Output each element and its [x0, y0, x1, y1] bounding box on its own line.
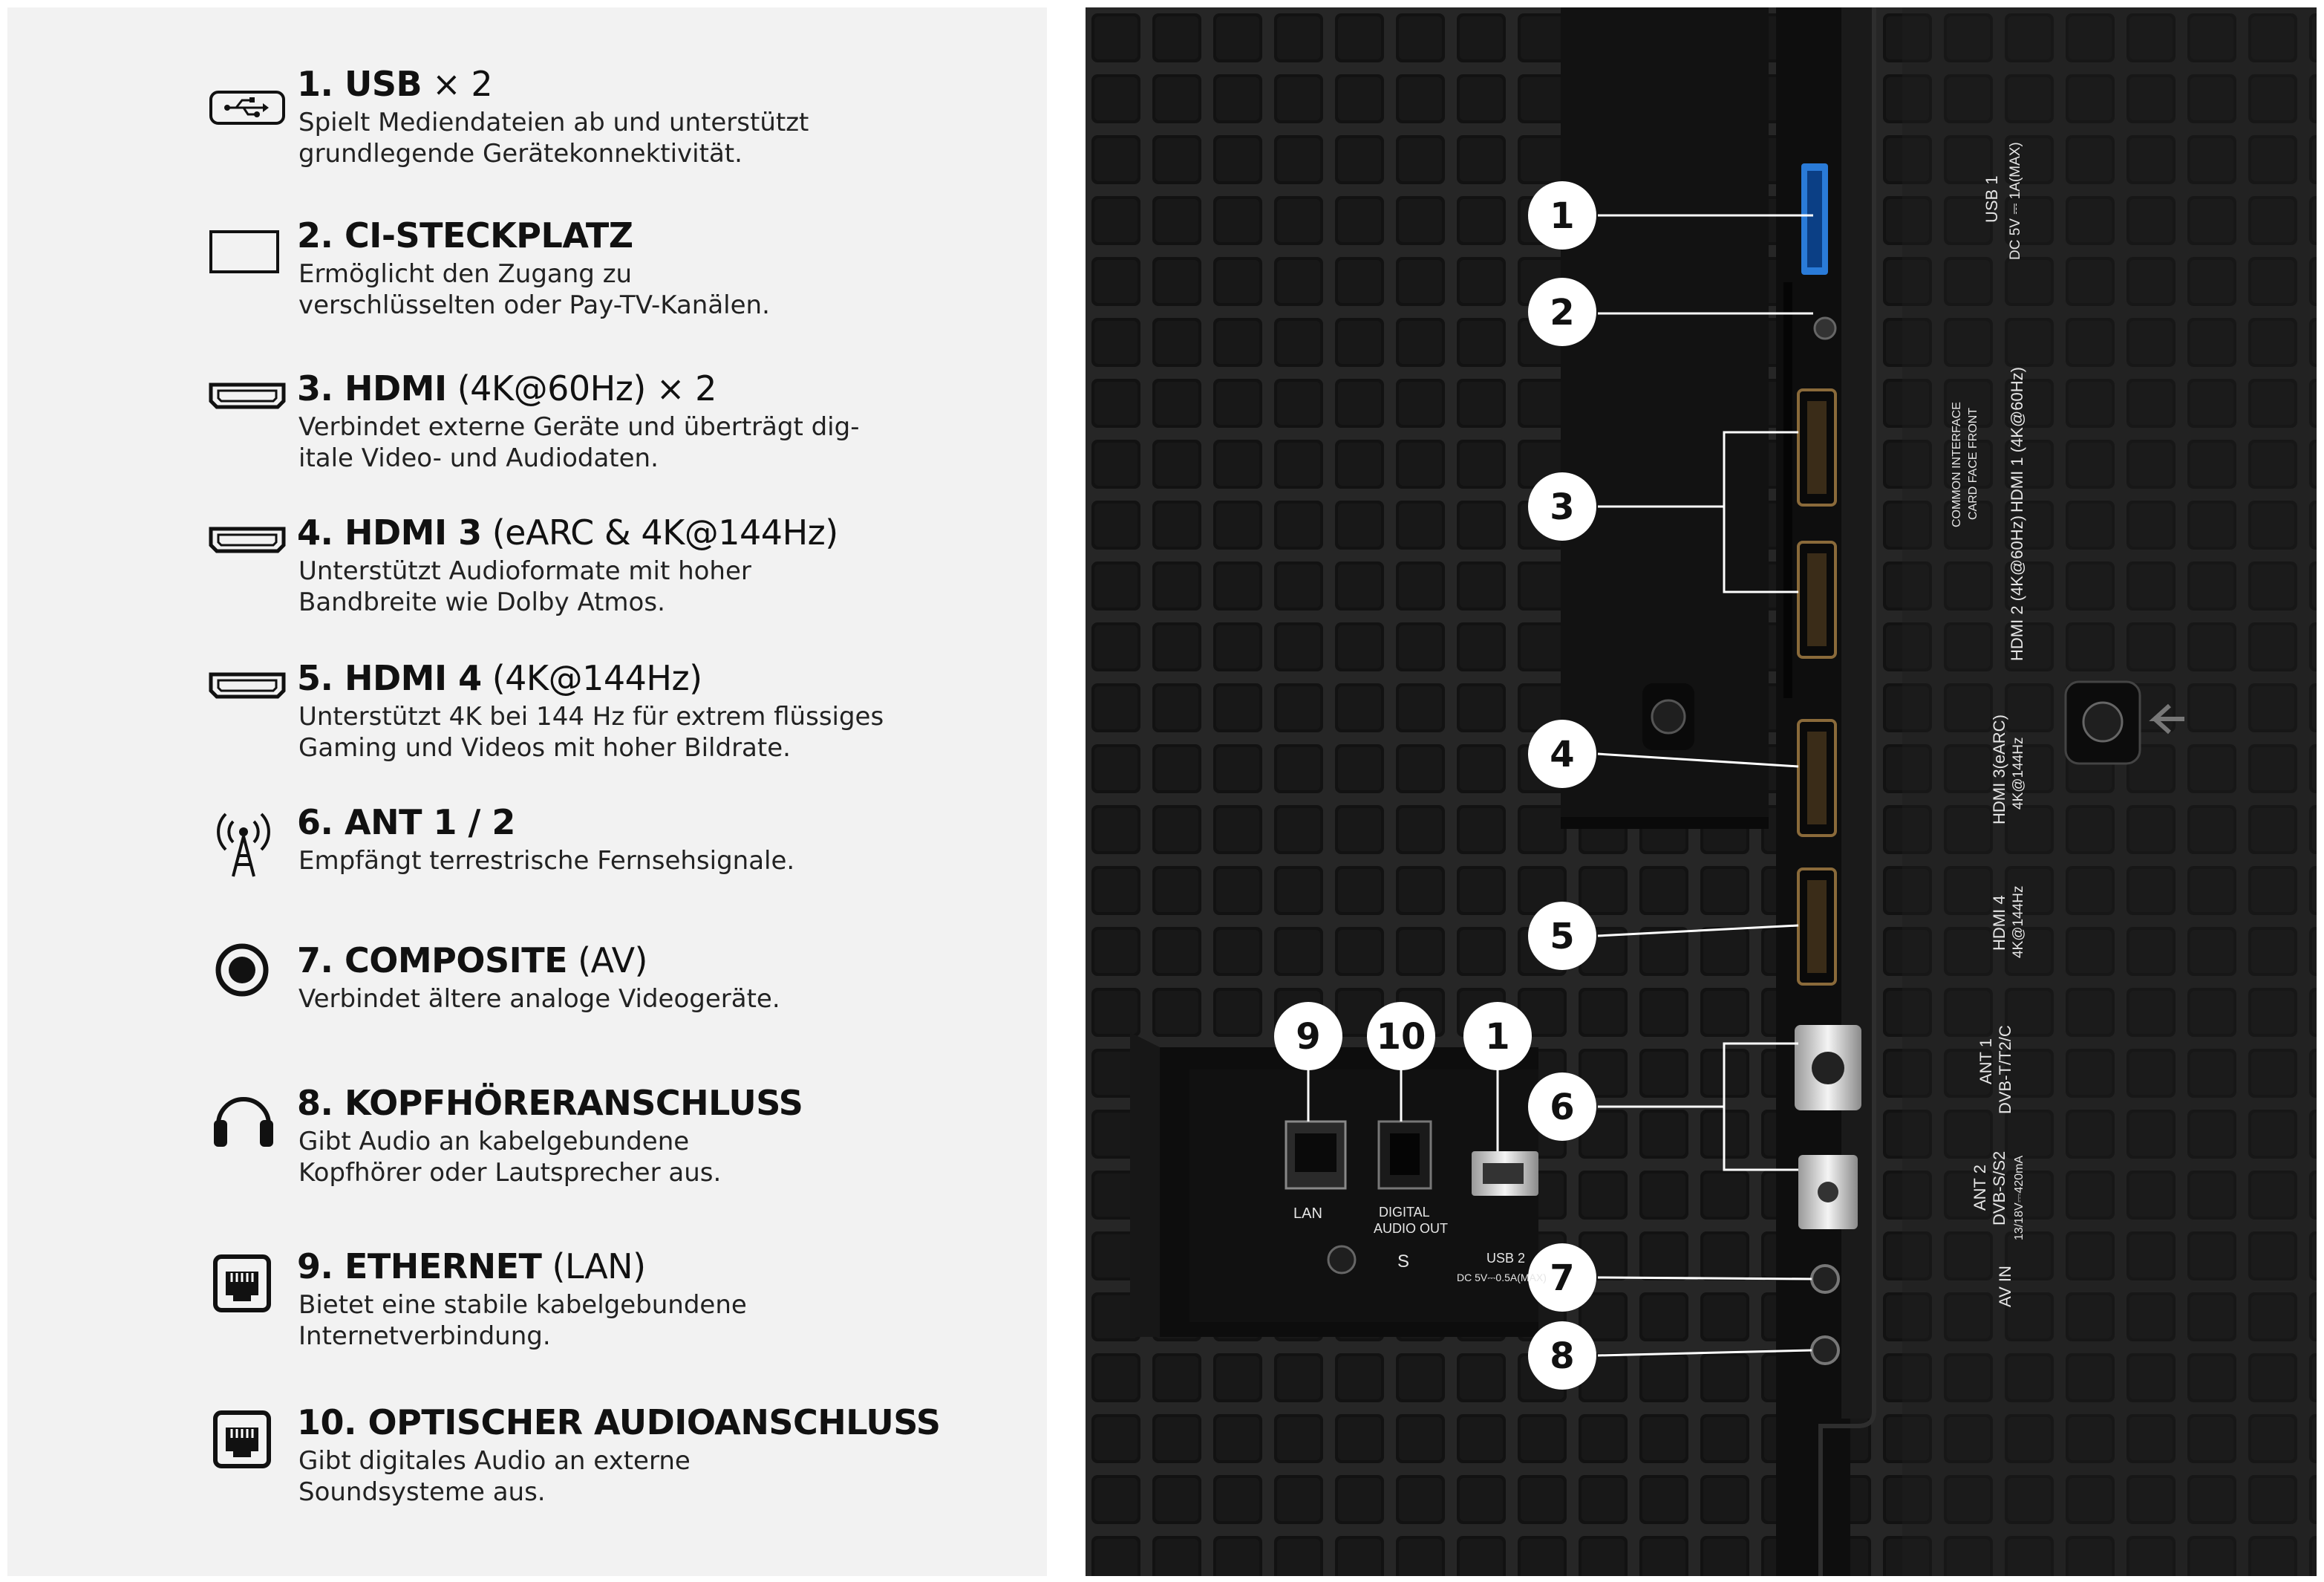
svg-text:5: 5: [1550, 916, 1575, 957]
label-ant1: ANT 1: [1977, 1038, 1995, 1084]
ci-slot: [1783, 282, 1792, 698]
lower-screw: [1328, 1246, 1355, 1273]
optical-port: [1379, 1122, 1431, 1188]
svg-text:3: 3: [1550, 486, 1575, 528]
svg-text:10: 10: [1376, 1016, 1426, 1058]
port-title: 6. ANT 1 / 2: [297, 802, 515, 842]
label-hdmi2: HDMI 2 (4K@60Hz): [2008, 515, 2026, 661]
label-hdmi4-sub: 4K@144Hz: [2011, 885, 2026, 958]
port-title: 9. ETHERNET (LAN): [297, 1246, 646, 1286]
port-title: 5. HDMI 4 (4K@144Hz): [297, 658, 702, 698]
label-hdmi4: HDMI 4: [1990, 895, 2008, 951]
ethernet-icon: [203, 1246, 293, 1335]
label-hdmi3: HDMI 3(eARC): [1990, 714, 2008, 824]
label-hdmi3-sub: 4K@144Hz: [2011, 737, 2026, 810]
port-description: Spielt Mediendateien ab und unterstützt grundlegende Gerätekonnektivität.: [298, 108, 809, 169]
hdmi-icon: [203, 658, 293, 747]
ant-2-connector: [1798, 1155, 1858, 1229]
svg-text:7: 7: [1550, 1257, 1575, 1299]
label-usb2-power: DC 5V⎓0.5A(MAX): [1457, 1272, 1547, 1283]
lan-port: [1286, 1122, 1345, 1188]
mounting-screw-right: [2066, 682, 2140, 764]
label-ant2-sub: DVB-S/S2: [1990, 1150, 2008, 1225]
callout-9: [1274, 1002, 1342, 1070]
port-title: 1. USB × 2: [297, 64, 493, 104]
svg-text:1: 1: [1485, 1016, 1510, 1058]
port-title: 7. COMPOSITE (AV): [297, 940, 648, 980]
callout-3: [1528, 472, 1596, 541]
label-av-in: AV IN: [1996, 1266, 2014, 1307]
usb-icon: [203, 64, 293, 153]
svg-text:8: 8: [1550, 1335, 1575, 1377]
ci-slot-icon: [203, 215, 293, 305]
port-title: 4. HDMI 3 (eARC & 4K@144Hz): [297, 512, 838, 553]
usb-2-port: [1472, 1151, 1538, 1196]
port-description: Gibt Audio an kabelgebundene Kopfhörer oder Lautsprecher aus.: [298, 1127, 722, 1188]
ant-1-connector: [1795, 1025, 1861, 1110]
label-digital-audio-2: AUDIO OUT: [1374, 1221, 1449, 1236]
headphones-icon: [203, 1083, 293, 1172]
svg-text:9: 9: [1296, 1016, 1321, 1058]
label-screw-s: S: [1397, 1251, 1410, 1272]
port-description: Bietet eine stabile kabelgebundene Internetverbindung.: [298, 1290, 747, 1351]
hdmi-icon: [203, 368, 293, 458]
callout-4: [1528, 720, 1596, 788]
port-description: Verbindet externe Geräte und überträgt dig- itale Video- und Audiodaten.: [298, 412, 860, 473]
port-title: 8. KOPFHÖRERANSCHLUSS: [297, 1083, 803, 1123]
svg-text:1: 1: [1550, 195, 1575, 237]
port-description: Unterstützt 4K bei 144 Hz für extrem flüssiges Gaming und Videos mit hoher Bildrate.: [298, 702, 884, 763]
hdmi-port-2: [1798, 542, 1835, 657]
hdmi-icon: [203, 512, 293, 602]
label-ci-card: CARD FACE FRONT: [1967, 407, 1979, 520]
port-legend: [7, 7, 1047, 1576]
callout-6: [1528, 1072, 1596, 1141]
label-usb1: USB 1: [1982, 175, 2001, 223]
antenna-icon: [203, 802, 293, 891]
hdmi-port-4: [1798, 869, 1835, 984]
headphone-jack: [1812, 1337, 1838, 1364]
svg-text:2: 2: [1550, 292, 1575, 333]
optical-icon: [203, 1402, 293, 1491]
label-digital-audio-1: DIGITAL: [1379, 1205, 1430, 1220]
svg-text:6: 6: [1550, 1087, 1575, 1128]
label-ant2-power: 13/18V⎓420mA: [2013, 1155, 2026, 1240]
av-in-jack: [1812, 1266, 1838, 1292]
label-ant1-sub: DVB-T/T2/C: [1996, 1025, 2014, 1114]
label-hdmi1: HDMI 1 (4K@60Hz): [2008, 367, 2026, 512]
port-description: Unterstützt Audioformate mit hoher Bandbreite wie Dolby Atmos.: [298, 556, 751, 617]
callout-10: [1367, 1002, 1435, 1070]
composite-icon: [203, 940, 293, 1029]
label-ant2: ANT 2: [1971, 1165, 1989, 1211]
label-ci-interface: COMMON INTERFACE: [1951, 402, 1963, 527]
port-title: 2. CI-STECKPLATZ: [297, 215, 633, 255]
label-usb2: USB 2: [1486, 1251, 1526, 1266]
callout-2: [1528, 278, 1596, 346]
port-description: Empfängt terrestrische Fernsehsignale.: [298, 846, 795, 876]
hdmi-port-1: [1798, 390, 1835, 505]
hdmi-port-3: [1798, 720, 1835, 836]
mounting-screw-left: [1642, 683, 1694, 750]
ci-indicator-jack: [1815, 318, 1835, 339]
callout-1-lower: [1463, 1002, 1532, 1070]
callout-1: [1528, 181, 1596, 250]
port-description: Gibt digitales Audio an externe Soundsysteme aus.: [298, 1446, 691, 1507]
port-title: 3. HDMI (4K@60Hz) × 2: [297, 368, 717, 408]
callout-8: [1528, 1321, 1596, 1390]
label-lan: LAN: [1293, 1205, 1322, 1222]
tv-back-panel-photo: [1086, 7, 2317, 1576]
svg-text:4: 4: [1550, 734, 1575, 775]
port-title: 10. OPTISCHER AUDIOANSCHLUSS: [297, 1402, 941, 1442]
port-description: Ermöglicht den Zugang zu verschlüsselten oder Pay-TV-Kanälen.: [298, 259, 770, 320]
label-usb1-power: DC 5V ⎓ 1A(MAX): [2008, 142, 2023, 260]
port-description: Verbindet ältere analoge Videogeräte.: [298, 984, 780, 1014]
callout-5: [1528, 902, 1596, 970]
